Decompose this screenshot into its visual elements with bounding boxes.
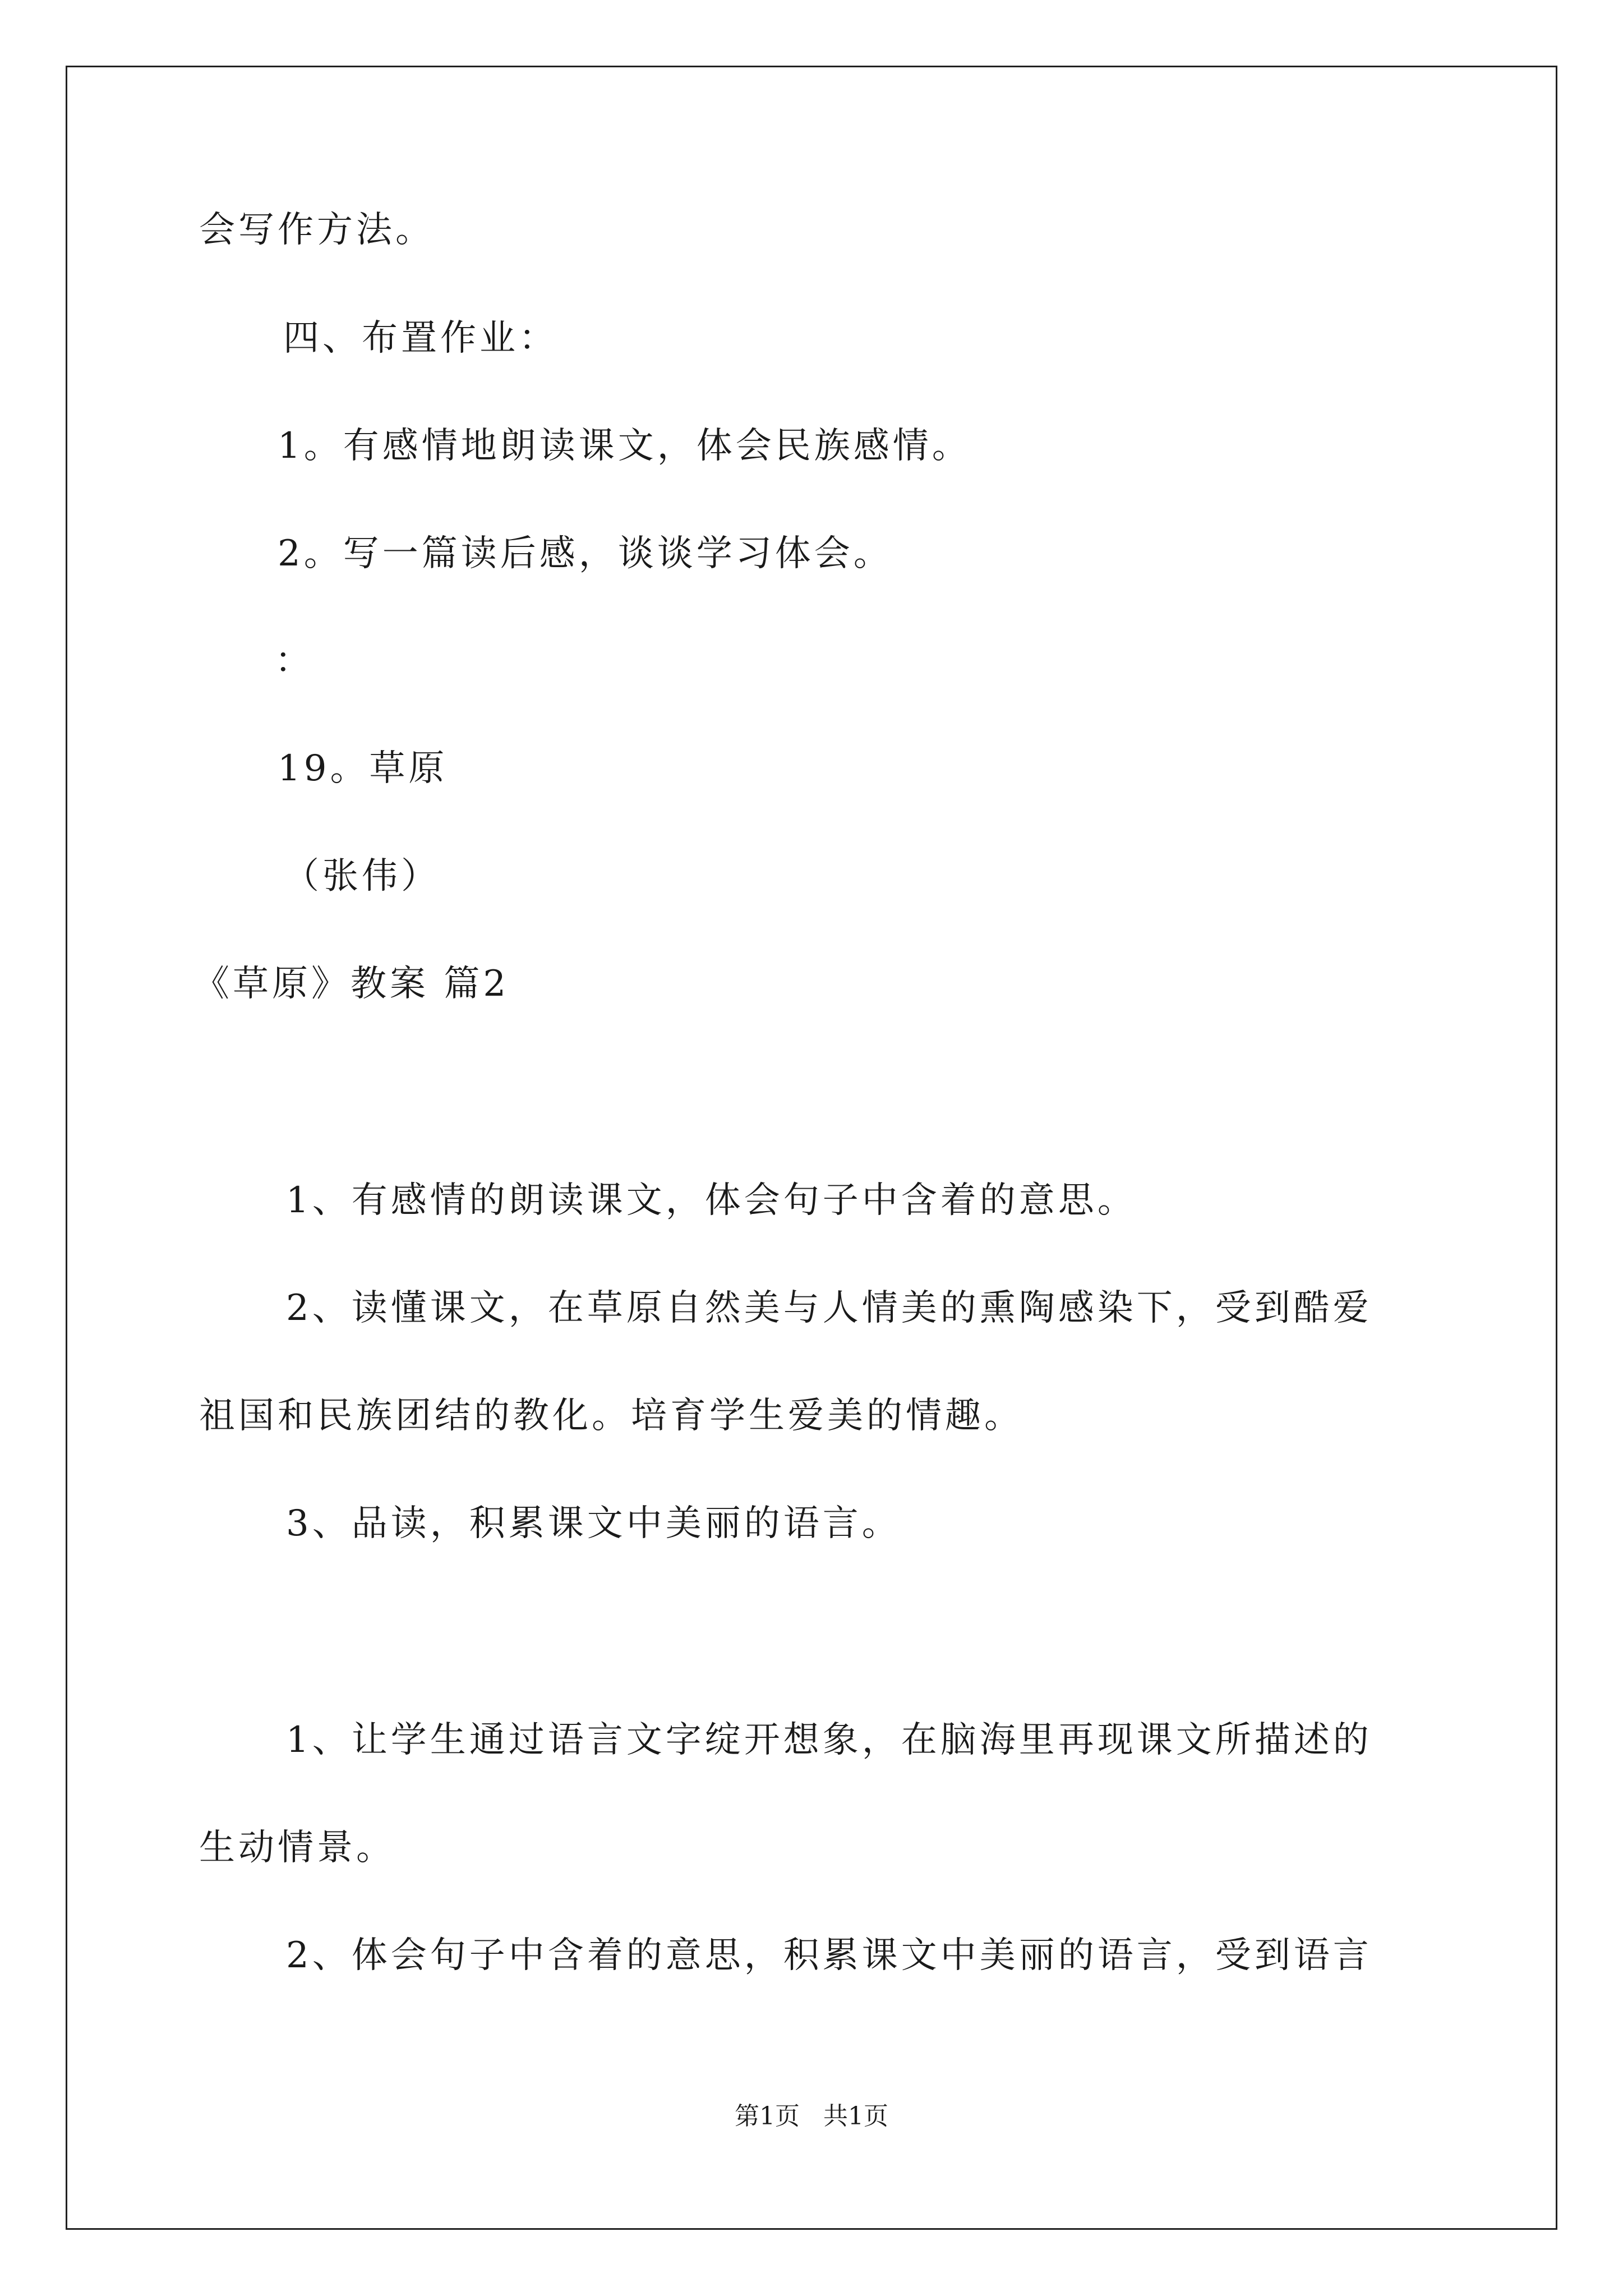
text-line-15: 2、体会句子中含着的意思，积累课文中美丽的语言，受到语言 bbox=[286, 1935, 1372, 1976]
text-line-13: 1、让学生通过语言文字绽开想象，在脑海里再现课文所描述的 bbox=[286, 1719, 1372, 1761]
text-line-5: ： bbox=[275, 640, 314, 682]
section-heading: 《草原》教案 篇2 bbox=[193, 963, 510, 1005]
text-line-10: 2、读懂课文，在草原自然美与人情美的熏陶感染下，受到酷爱 bbox=[286, 1287, 1372, 1329]
text-line-9: 1、有感情的朗读课文，体会句子中含着的意思。 bbox=[286, 1180, 1137, 1221]
text-line-7: （张伟） bbox=[283, 855, 440, 897]
text-line-2: 四、布置作业： bbox=[283, 318, 558, 359]
text-line-1: 会写作方法。 bbox=[199, 209, 435, 251]
text-line-11: 祖国和民族团结的教化。培育学生爱美的情趣。 bbox=[199, 1395, 1023, 1437]
text-line-14: 生动情景。 bbox=[199, 1827, 395, 1869]
text-line-3: 1。有感情地朗读课文，体会民族感情。 bbox=[278, 425, 971, 467]
page-frame bbox=[66, 66, 1557, 2230]
text-line-6: 19。草原 bbox=[278, 748, 448, 789]
page-footer: 第1页 共1页 bbox=[735, 2102, 888, 2131]
text-line-12: 3、品读，积累课文中美丽的语言。 bbox=[286, 1503, 901, 1544]
text-line-4: 2。写一篇读后感，谈谈学习体会。 bbox=[278, 533, 893, 574]
